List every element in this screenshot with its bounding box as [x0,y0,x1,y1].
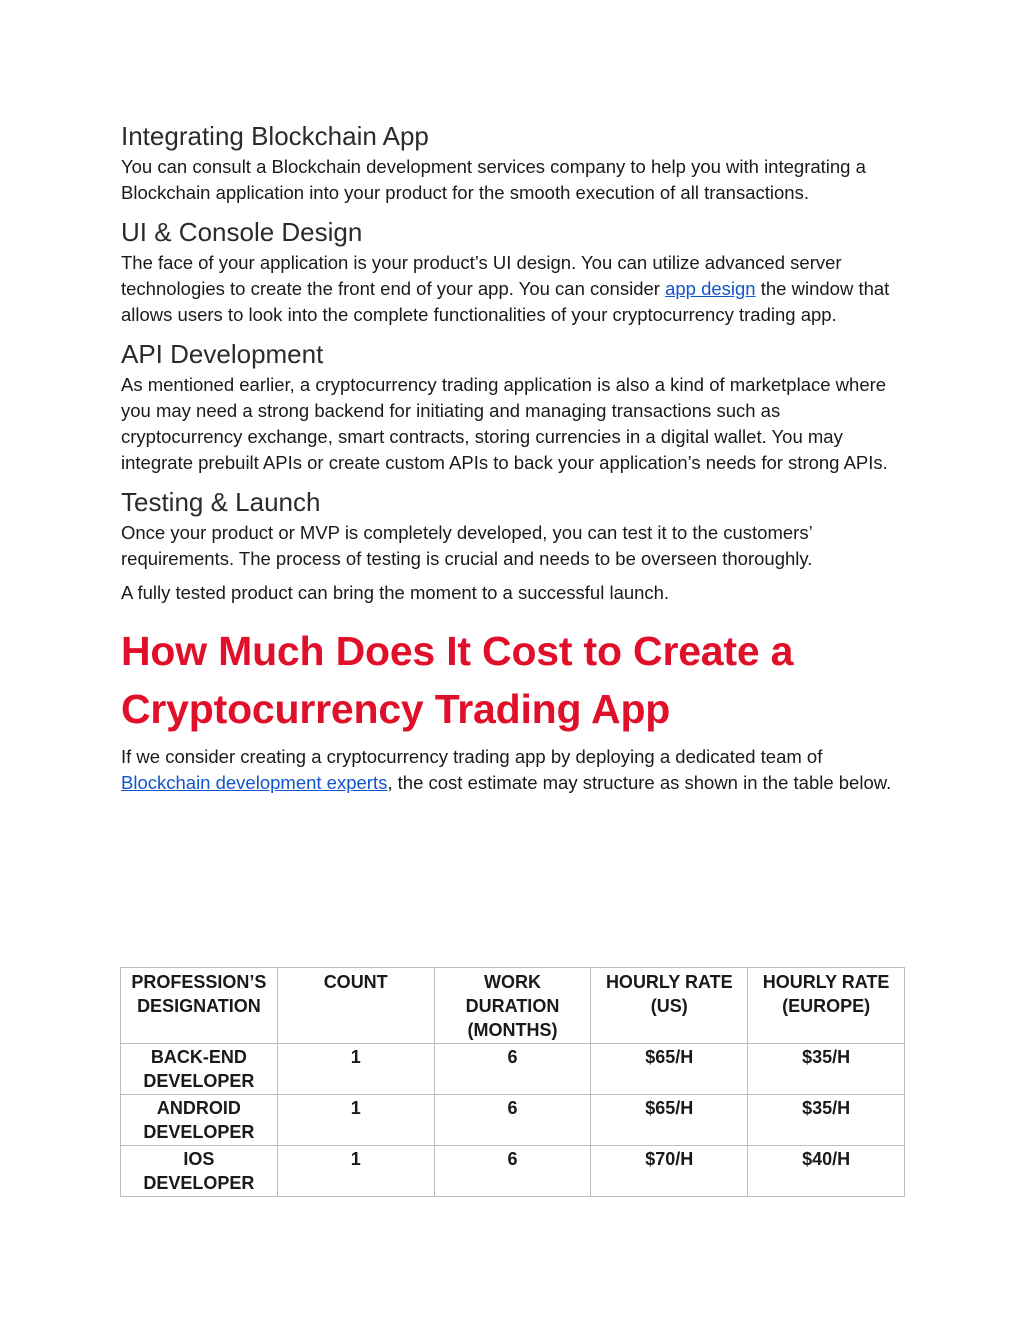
section-paragraph-api: As mentioned earlier, a cryptocurrency trading application is also a kind of marketplace where you may need a strong backend for initiating and managing transactions such as cryptocurrency exchange, smart contracts, storing currencies in a digital wallet. You may integrate prebuilt APIs or create custom APIs to back your application’s needs for strong APIs. [121,374,888,473]
cell-count: 1 [277,1095,434,1146]
document-content [121,118,905,804]
header-profession: PROFESSION’S DESIGNATION [121,968,278,1044]
header-count: COUNT [277,968,434,1044]
cell-rate-europe: $35/H [748,1095,905,1146]
section-heading-api: API Development [121,339,324,369]
cell-duration: 6 [434,1044,591,1095]
cost-intro-paragraph [121,744,905,796]
blockchain-experts-link[interactable]: Blockchain development experts [121,772,388,793]
section-heading-ui-design: UI & Console Design [121,217,363,247]
table-row [121,1146,905,1197]
cost-table [120,967,905,1197]
header-hourly-rate-us: HOURLY RATE (US) [591,968,748,1044]
app-design-link[interactable]: app design [665,278,756,299]
cell-rate-us: $70/H [591,1146,748,1197]
cell-rate-us: $65/H [591,1095,748,1146]
cell-duration: 6 [434,1146,591,1197]
cell-profession: ANDROID DEVELOPER [121,1095,278,1146]
cell-rate-europe: $40/H [748,1146,905,1197]
ui-design-text-after-link: the window that allows users to look into the complete functionalities of your cryptocurrency trading app. [121,278,890,325]
cell-rate-us: $65/H [591,1044,748,1095]
section-paragraph-ui-design [121,250,905,328]
ui-design-text-before-link: The face of your application is your product’s UI design. You can utilize advanced server technologies to create the front end of your app. You can consider [121,252,842,299]
cell-rate-europe: $35/H [748,1044,905,1095]
cell-profession: IOS DEVELOPER [121,1146,278,1197]
cell-profession: BACK-END DEVELOPER [121,1044,278,1095]
table-row [121,1095,905,1146]
cost-intro-text-after-link: , the cost estimate may structure as shown in the table below. [387,772,892,793]
section-paragraph-launch: A fully tested product can bring the moment to a successful launch. [121,582,670,603]
table-header-row [121,968,905,1044]
header-hourly-rate-europe: HOURLY RATE (EUROPE) [748,968,905,1044]
section-paragraph-testing: Once your product or MVP is completely developed, you can test it to the customers’ requirements. The process of testing is crucial and needs to be overseen thoroughly. [121,522,813,569]
section-paragraph-integrating: You can consult a Blockchain development services company to help you with integrating a Blockchain application into your product for the smooth execution of all transactions. [121,156,866,203]
cell-count: 1 [277,1044,434,1095]
cell-count: 1 [277,1146,434,1197]
table-row [121,1044,905,1095]
section-heading-testing: Testing & Launch [121,487,321,517]
section-heading-integrating: Integrating Blockchain App [121,121,429,151]
header-work-duration: WORK DURATION (MONTHS) [434,968,591,1044]
cell-duration: 6 [434,1095,591,1146]
cost-intro-text-before-link: If we consider creating a cryptocurrency trading app by deploying a dedicated team of [121,746,823,767]
cost-heading: How Much Does It Cost to Create a Cryptocurrency Trading App [121,628,794,732]
